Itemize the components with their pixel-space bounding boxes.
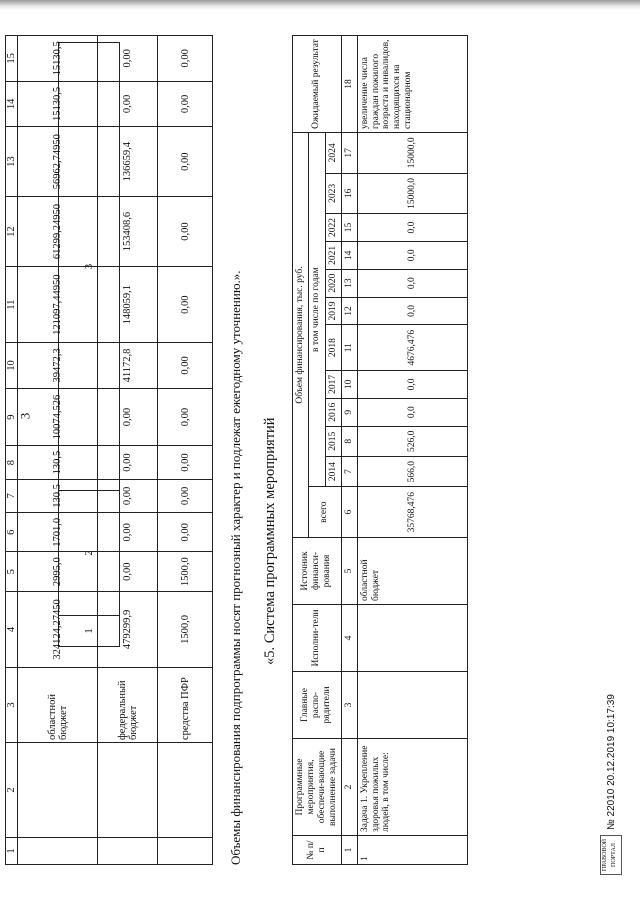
year-cell: 2017	[325, 370, 341, 398]
table-cell: 0,00	[98, 446, 158, 479]
table-cell: 35768,476	[357, 487, 467, 538]
measures-table	[292, 35, 468, 865]
table-cell	[98, 743, 158, 838]
table-cell: 0,00	[98, 479, 158, 512]
table-row	[293, 36, 309, 865]
col-number: 4	[341, 605, 357, 672]
table-cell: 61299,24950	[18, 197, 98, 267]
year-cell: 2020	[325, 269, 341, 297]
col-number: 5	[341, 538, 357, 605]
table-cell: 9	[6, 388, 18, 446]
table-cell: 0,00	[158, 267, 213, 343]
year-cell: 2019	[325, 297, 341, 325]
table-cell: 0,0	[357, 269, 467, 297]
table-cell: 136659,4	[98, 127, 158, 197]
table-cell: 4	[6, 591, 18, 667]
table-cell	[357, 672, 467, 739]
page-number: 3	[17, 412, 33, 420]
financing-table	[5, 35, 213, 865]
header-cell: в том числе по годам	[308, 133, 325, 487]
table-cell: 11	[6, 267, 18, 343]
table-cell: 0,00	[158, 127, 213, 197]
year-cell: 2016	[325, 398, 341, 426]
col-number: 1	[59, 616, 120, 647]
col-number: 10	[341, 370, 357, 398]
year-cell: 2024	[325, 133, 341, 174]
table-cell: федеральный бюджет	[98, 668, 158, 743]
col-number: 3	[59, 43, 120, 491]
col-number: 2	[341, 739, 357, 836]
logo-text: ПРАВОВОЙ ПОРТАЛ	[602, 838, 617, 872]
table-cell: 15	[6, 36, 18, 82]
table-row	[6, 36, 18, 865]
year-cell: 2023	[325, 173, 341, 214]
table-cell: 3	[6, 668, 18, 743]
table-cell	[158, 743, 213, 838]
table-row	[158, 36, 213, 865]
table-cell: 0,00	[158, 513, 213, 552]
col-number: 8	[341, 426, 357, 456]
table-cell: 0,00	[158, 343, 213, 389]
col-number: 3	[341, 672, 357, 739]
table-cell	[357, 605, 467, 672]
table-row	[341, 36, 357, 865]
header-cell: Главные распо-рядители	[293, 672, 342, 739]
year-cell: 2018	[325, 325, 341, 371]
table-cell	[98, 838, 158, 865]
table-cell: 0,0	[357, 214, 467, 242]
table-cell	[18, 743, 98, 838]
table-cell: 56962,74950	[18, 127, 98, 197]
table-cell: 0,00	[158, 81, 213, 127]
col-number: 14	[341, 241, 357, 269]
table-cell: 0,00	[98, 552, 158, 591]
year-cell: 2021	[325, 241, 341, 269]
table-cell: увеличение числа граждан пожилого возраста и инвалидов, находящихся на стационарном	[357, 36, 467, 133]
table-cell: 4676,476	[357, 325, 467, 371]
table-cell	[158, 838, 213, 865]
table-row	[18, 36, 98, 865]
table-cell: 130,5	[18, 479, 98, 512]
table-cell: 15130,5	[18, 36, 98, 82]
table-cell: 14	[6, 81, 18, 127]
table-cell: 7	[6, 479, 18, 512]
col-number: 17	[341, 133, 357, 174]
table-cell: 153408,6	[98, 197, 158, 267]
header-cell: Исполни-тели	[293, 605, 342, 672]
table-row	[98, 36, 158, 865]
table-cell: 2	[6, 743, 18, 838]
table-cell	[18, 838, 98, 865]
table-cell: 12	[6, 197, 18, 267]
table-cell: 0,00	[98, 388, 158, 446]
portal-logo	[600, 835, 622, 875]
table-cell: 10	[6, 343, 18, 389]
table-cell: областной бюджет	[18, 668, 98, 743]
table-cell: 324124,27450	[18, 591, 98, 667]
table-cell: 13	[6, 127, 18, 197]
table-cell: 41172,8	[98, 343, 158, 389]
col-number: 15	[341, 214, 357, 242]
header-cell: всего	[308, 487, 341, 538]
table-cell: 1	[6, 838, 18, 865]
table-cell: 0,00	[98, 81, 158, 127]
table-cell: 8	[6, 446, 18, 479]
table-cell: 148059,1	[98, 267, 158, 343]
table-cell: 0,0	[357, 370, 467, 398]
table-cell: 0,00	[158, 446, 213, 479]
col-number: 9	[341, 398, 357, 426]
table-cell: 1500,0	[158, 552, 213, 591]
col-number: 16	[341, 173, 357, 214]
table-cell: 39472,3	[18, 343, 98, 389]
year-cell: 2022	[325, 214, 341, 242]
registration-stamp: № 22010 20.12.2019 10:17:39	[606, 694, 617, 830]
table-cell: 0,00	[158, 36, 213, 82]
table-cell: 10074,526	[18, 388, 98, 446]
table-cell: 0,0	[357, 398, 467, 426]
table-cell: 566,0	[357, 456, 467, 486]
table-cell: 15000,0	[357, 133, 467, 174]
table-cell: 15000,0	[357, 173, 467, 214]
table-cell: Задача 1. Укрепление здоровья пожилых людей, в том числе:	[357, 739, 467, 836]
col-number: 1	[341, 836, 357, 865]
table-cell: 15130,5	[18, 81, 98, 127]
col-number: 11	[341, 325, 357, 371]
financing-note: Объемы финансирования подпрограммы носят прогнозный характер и подлежат ежегодному уточнению.».	[228, 270, 243, 865]
year-cell: 2014	[325, 456, 341, 486]
section-heading: «5. Система программных мероприятий	[262, 417, 278, 665]
table-cell: средства ПФР	[158, 668, 213, 743]
header-cell: № п/п	[293, 836, 342, 865]
table-row	[357, 36, 467, 865]
table-cell: 0,00	[158, 197, 213, 267]
table-cell: 0,00	[98, 36, 158, 82]
table-cell: 0,00	[98, 513, 158, 552]
table-cell: 130,5	[18, 446, 98, 479]
table-cell: областной бюджет	[357, 538, 467, 605]
table-cell: 0,0	[357, 297, 467, 325]
col-number: 2	[59, 491, 120, 616]
col-number: 18	[341, 36, 357, 133]
table-cell: 1701,0	[18, 513, 98, 552]
header-cell: Объем финансирования, тыс. руб.	[293, 133, 309, 538]
table-cell: 2995,0	[18, 552, 98, 591]
table-cell: 1500,0	[158, 591, 213, 667]
header-cell: Программные мероприятия, обеспечи-вающие выполнение задачи	[293, 739, 342, 836]
table-cell: 121097,44950	[18, 267, 98, 343]
col-number: 6	[341, 487, 357, 538]
year-cell: 2015	[325, 426, 341, 456]
col-number: 13	[341, 269, 357, 297]
table-cell: 0,00	[158, 479, 213, 512]
header-cell: Источник финанси-рования	[293, 538, 342, 605]
header-cell: Ожидаемый результат	[293, 36, 342, 133]
table-cell: 0,0	[357, 241, 467, 269]
table-cell: 5	[6, 552, 18, 591]
table-cell: 526,0	[357, 426, 467, 456]
col-number: 12	[341, 297, 357, 325]
col-number: 7	[341, 456, 357, 486]
table-cell: 6	[6, 513, 18, 552]
table-cell: 1	[357, 836, 467, 865]
table-cell: 0,00	[158, 388, 213, 446]
table-cell: 479299,9	[98, 591, 158, 667]
